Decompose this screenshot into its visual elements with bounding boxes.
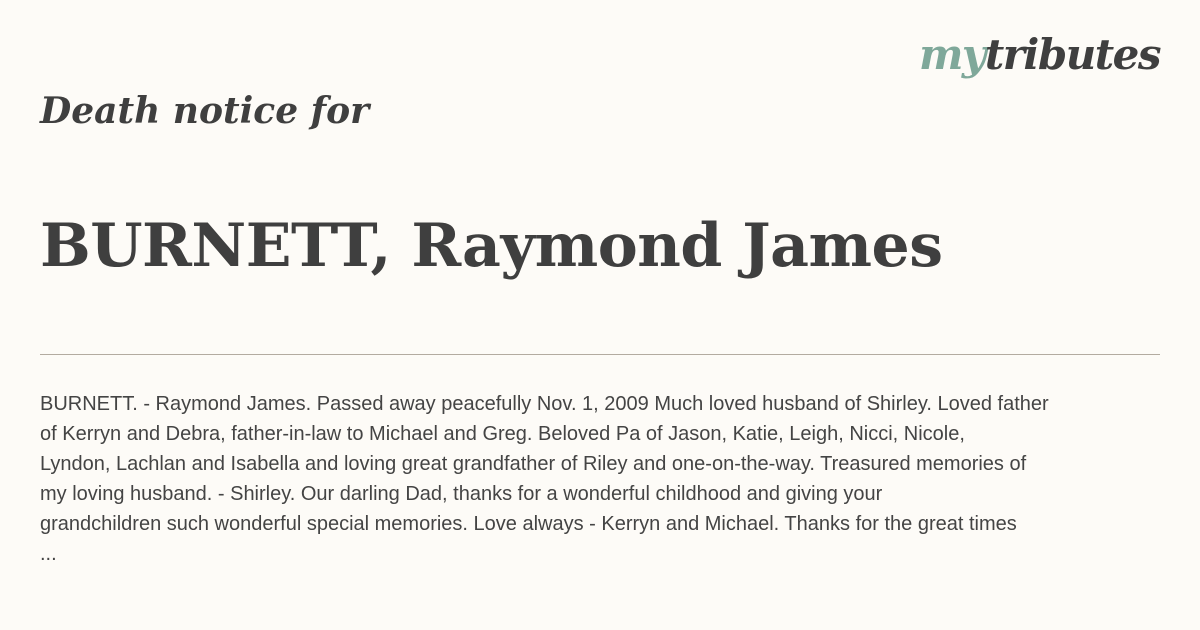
mytributes-logo xyxy=(918,30,1160,79)
death-notice-kicker: Death notice for xyxy=(40,90,370,132)
logo-tributes: tributes xyxy=(984,30,1160,79)
section-divider xyxy=(40,354,1160,355)
deceased-name: BURNETT, Raymond James xyxy=(40,211,943,281)
notice-text: BURNETT. - Raymond James. Passed away peacefully Nov. 1, 2009 Much loved husband of Shirley. Loved father of Kerryn and Debra, father-in-law to Michael and Greg. Beloved Pa of Jason, Katie, Leigh, Nicci, Nicole, Lyndon, Lachlan and Isabella and loving great grandfather of Riley and one-on-the-way. Treasured memories of my loving husband. - Shirley. Our darling Dad, thanks for a wonderful childhood and giving your grandchildren such wonderful special memories. Love always - Kerryn and Michael. Thanks for the great times ... xyxy=(40,393,1049,565)
logo-my: my xyxy=(918,30,985,79)
